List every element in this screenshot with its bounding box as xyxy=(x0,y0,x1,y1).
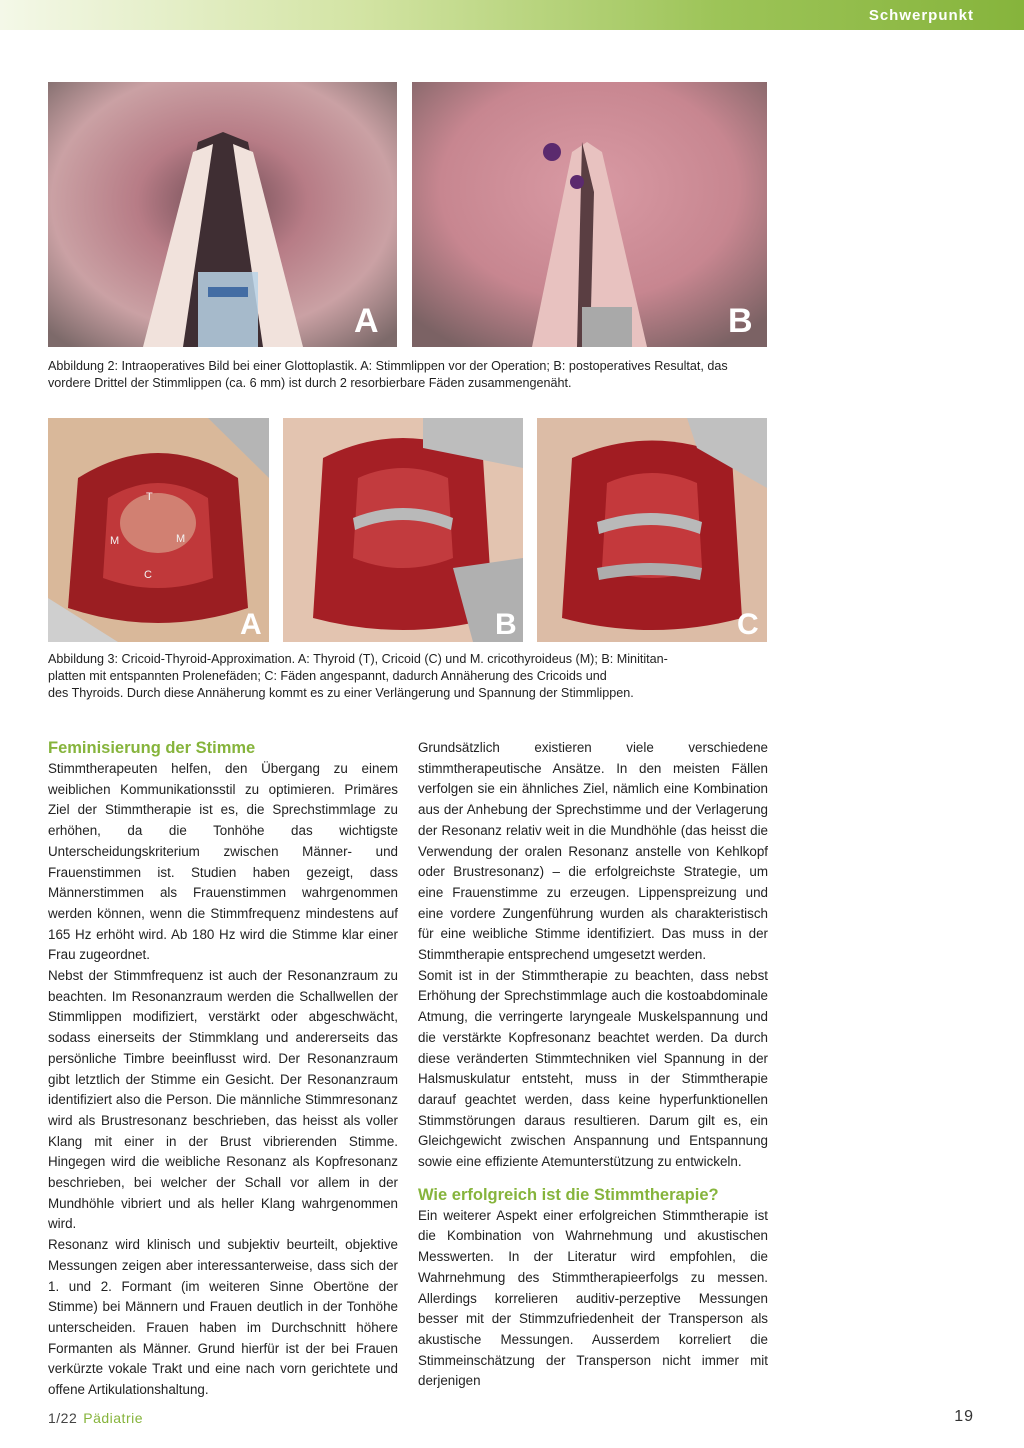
figure3-caption-line: platten mit entspannten Prolenefäden; C: Fäden angespannt, dadurch Annäherung des Cricoids und xyxy=(48,669,607,683)
figure3-caption-line: des Thyroids. Durch diese Annäherung kommt es zu einer Verlängerung und Spannung der Stimmlippen. xyxy=(48,686,634,700)
muscle-mark-left: M xyxy=(110,535,120,547)
paragraph: Stimmtherapeuten helfen, den Übergang zu einem weiblichen Kommunikationsstil zu optimieren. Primäres Ziel der Stimmtherapie ist es, die Sprechstimmlage zu erhöhen, da die Tonhöhe das wichtigste Unterscheidungskriterium zwischen Männer- und Frauenstimmen ist. Studien haben gezeigt, dass Männerstimmen als Frauenstimmen wahrgenommen werden können, wenn die Stimmfrequenz mindestens auf 165 Hz erhöht wird. Ab 180 Hz wird die Stimme klar einer Frau zugeordnet. xyxy=(48,761,398,963)
cricoid-mark: C xyxy=(144,569,152,581)
footer-issue xyxy=(48,1410,143,1426)
figure3-caption xyxy=(48,651,778,702)
section-heading: Feminisierung der Stimme xyxy=(48,739,256,757)
figure2-panel-a xyxy=(48,82,397,347)
figure2-panel-b-label: B xyxy=(728,302,753,340)
section-title: Schwerpunkt xyxy=(868,7,974,24)
figure2-caption: Abbildung 2: Intraoperatives Bild bei einer Glottoplastik. A: Stimmlippen vor der Operation; B: postoperatives Resultat, das vordere Drittel der Stimmlippen (ca. 6 mm) ist durch 2 resorbierbare Fäden zusammengenäht. xyxy=(48,359,728,390)
figure3-panel-b-label: B xyxy=(495,608,517,641)
paragraph: Resonanz wird klinisch und subjektiv beurteilt, objektive Messungen zeigen aber interessanterweise, dass sich der 1. und 2. Formant (im weiteren Sinne Obertöne der Stimme) bei Männern und Frauen deutlich in der Tonhöhe unterscheiden. Frauen haben im Durchschnitt höhere Formanten als Männer. Grund hierfür ist der bei Frauen verkürzte vokale Trakt und eine nach vorn gerichtete und offene Artikulationshaltung. xyxy=(48,1237,398,1398)
article-left-column xyxy=(48,738,398,1401)
paragraph: Nebst der Stimmfrequenz ist auch der Resonanzraum zu beachten. Im Resonanzraum werden die Schallwellen der Stimmlippen modifiziert, verstärkt oder abgeschwächt, sodass einerseits der Stimmklang und andererseits das persönliche Timbre beeinflusst wird. Der Resonanzraum gibt letztlich der Stimme ein Gesicht. Der Resonanzraum identifiziert also die Person. Die männliche Stimmresonanz wird als Brustresonanz beschrieben, das heisst als voller Klang mit einer in der Brust vibrierenden Stimme. Hingegen wird die weibliche Resonanz als Kopfresonanz beschrieben, bei welcher der Schall vor allem in der Mundhöhle vibriert und als heller Klang wahrgenommen wird. xyxy=(48,968,398,1232)
issue-number: 1/22 xyxy=(48,1410,78,1426)
page-number: 19 xyxy=(954,1408,974,1425)
figure2-panel-b xyxy=(412,82,767,347)
surgical-field-plate-tight-photo xyxy=(537,418,767,642)
vocal-folds-postop-photo xyxy=(412,82,767,347)
paragraph: Ein weiterer Aspekt einer erfolgreichen Stimmtherapie ist die Kombination von Wahrnehmung und akustischen Messwerten. In der Literatur wird empfohlen, die Wahrnehmung des Stimmtherapieerfolgs zu messen. Allerdings korrelieren auditiv-perzeptive Messungen besser mit der Stimmzufriedenheit der Transperson als akustische Messungen. Ausserdem korreliert die Stimmeinschätzung der Transperson nicht immer mit derjenigen xyxy=(418,1207,768,1389)
thyroid-mark: T xyxy=(146,491,153,503)
surgical-field-photo xyxy=(48,418,269,642)
section-heading: Wie erfolgreich ist die Stimmtherapie? xyxy=(418,1185,719,1204)
figure2-panel-a-label: A xyxy=(354,302,379,340)
figure3-panel-b xyxy=(283,418,523,642)
surgical-field-plate-photo xyxy=(283,418,523,642)
vocal-folds-preop-photo xyxy=(48,82,397,347)
figure3-panel-a xyxy=(48,418,269,642)
muscle-mark-right: M xyxy=(176,533,186,545)
paragraph: Grundsätzlich existieren viele verschiedene stimmtherapeutische Ansätze. In den meisten Fällen verfolgen sie ein ähnliches Ziel, nämlich eine Kombination aus der Anhebung der Sprechstimme und der Verlagerung der Resonanz relativ weit in die Mundhöhle (das heisst die Verwendung der oralen Resonanz anstelle von Kehlkopf oder Brustresonanz) – die erfolgreichste Strategie, um eine Frauenstimme zu erzeugen. Lippenspreizung und eine vordere Zungenführung wurden als charakteristisch für eine weibliche Stimme identifiziert. Das muss in der Stimmtherapie entsprechend umgesetzt werden. xyxy=(418,740,768,963)
header-bar xyxy=(0,0,1024,30)
article-right-column xyxy=(418,738,768,1392)
journal-name: Pädiatrie xyxy=(83,1410,144,1426)
figure3-panel-c-label: C xyxy=(737,608,759,641)
figure3-panel-c xyxy=(537,418,767,642)
figure3-panel-a-label: A xyxy=(240,608,262,641)
figure3-caption-line: Abbildung 3: Cricoid-Thyroid-Approximation. A: Thyroid (T), Cricoid (C) und M. cricothyroideus (M); B: Minititan- xyxy=(48,652,668,666)
paragraph: Somit ist in der Stimmtherapie zu beachten, dass nebst Erhöhung der Sprechstimmlage auch die kostoabdominale Atmung, die verringerte laryngeale Muskelspannung und die verstärkte Kopfresonanz beachtet werden. Da durch diese veränderten Stimmtechniken viel Spannung in der Halsmuskulatur entsteht, muss in der Stimmtherapie darauf geachtet werden, dass keine hyperfunktionellen Stimmstörungen daraus resultieren. Darum gilt es, ein Gleichgewicht zwischen Anspannung und Entspannung sowie eine effiziente Atemunterstützung zu entwickeln. xyxy=(418,967,768,1170)
